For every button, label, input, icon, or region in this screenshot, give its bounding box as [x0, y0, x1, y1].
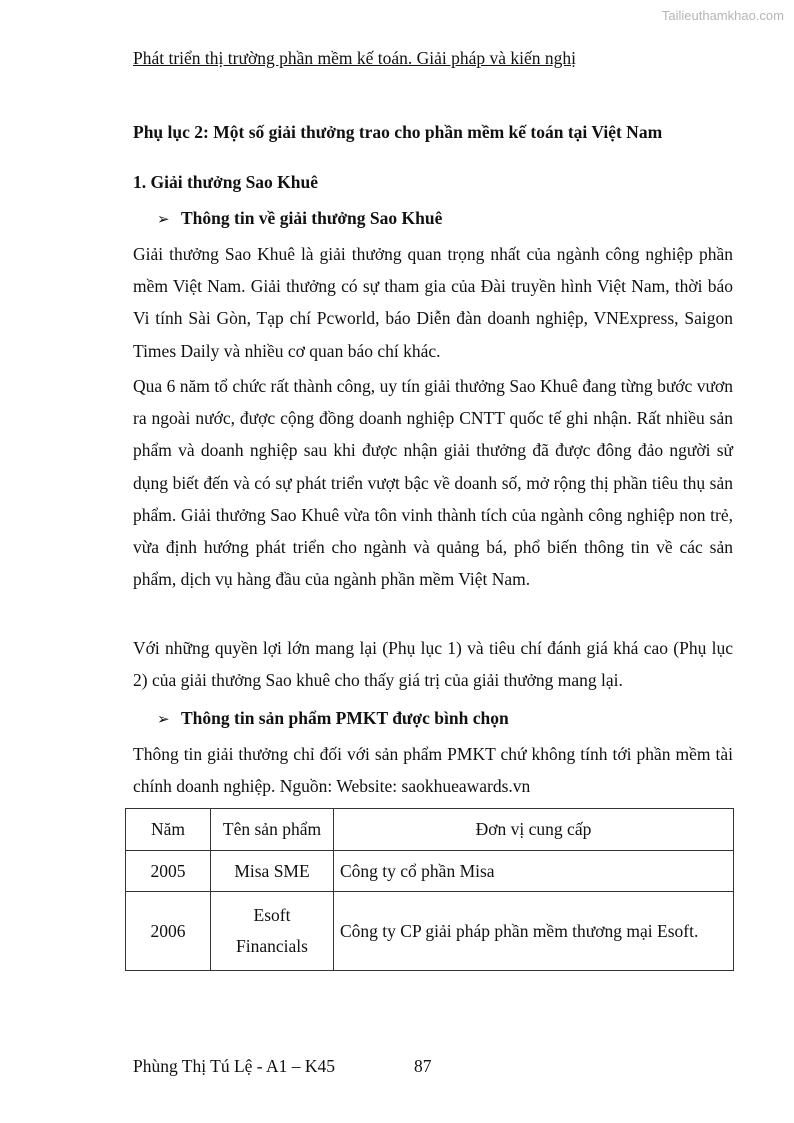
table-row: [126, 892, 734, 971]
paragraph-award-intro: Giải thưởng Sao Khuê là giải thưởng quan trọng nhất của ngành công nghiệp phần mềm Việt Nam. Giải thưởng có sự tham gia của Đài truyền hình Việt Nam, thời báo Vi tính Sài Gòn, Tạp chí Pcworld, báo Diễn đàn doanh nghiệp, VNExpress, Saigon Times Daily và nhiều cơ quan báo chí khác.: [133, 244, 733, 361]
bullet-heading-text: Thông tin về giải thưởng Sao Khuê: [181, 208, 443, 228]
cell-product: Esoft Financials: [211, 892, 334, 971]
bullet-heading-text: Thông tin sản phẩm PMKT được bình chọn: [181, 708, 509, 728]
arrow-bullet-icon: ➢: [157, 212, 170, 228]
cell-year: 2006: [126, 892, 211, 971]
page-number: 87: [414, 1056, 432, 1076]
column-header-year: Năm: [126, 809, 211, 851]
watermark: Tailieuthamkhao.com: [661, 8, 784, 23]
paragraph-award-history: Qua 6 năm tổ chức rất thành công, uy tín giải thưởng Sao Khuê đang từng bước vươn ra ngoài nước, được cộng đồng doanh nghiệp CNTT quốc tế ghi nhận. Rất nhiều sản phẩm và doanh nghiệp sau khi được nhận giải thưởng đã được đông đảo người sử dụng biết đến và có sự phát triển vượt bậc về doanh số, mở rộng thị phần tiêu thụ sản phẩm. Giải thưởng Sao Khuê vừa tôn vinh thành tích của ngành công nghiệp non trẻ, vừa định hướng phát triển cho ngành và quảng bá, phổ biến thông tin về các sản phẩm, dịch vụ hàng đầu của ngành phần mềm Việt Nam.: [133, 376, 733, 590]
cell-product: Misa SME: [211, 851, 334, 892]
footer-author: Phùng Thị Tú Lệ - A1 – K45: [133, 1056, 336, 1076]
cell-year: 2005: [126, 851, 211, 892]
bullet-heading-award-info: [157, 208, 442, 229]
cell-provider: Công ty CP giải pháp phần mềm thương mại Esoft.: [334, 892, 734, 971]
bullet-heading-products: [157, 708, 509, 729]
arrow-bullet-icon: ➢: [157, 712, 170, 728]
table-row: [126, 851, 734, 892]
awards-table: [125, 808, 734, 971]
paragraph-source-note: Thông tin giải thưởng chỉ đối với sản phẩm PMKT chứ không tính tới phần mềm tài chính doanh nghiệp. Nguồn: Website: saokhueawards.vn: [133, 744, 733, 797]
section-title: 1. Giải thưởng Sao Khuê: [133, 172, 319, 192]
table-header-row: [126, 809, 734, 851]
column-header-provider: Đơn vị cung cấp: [334, 809, 734, 851]
cell-provider: Công ty cổ phần Misa: [334, 851, 734, 892]
running-header: Phát triển thị trường phần mềm kế toán. Giải pháp và kiến nghị: [133, 48, 577, 68]
paragraph-award-value: Với những quyền lợi lớn mang lại (Phụ lục 1) và tiêu chí đánh giá khá cao (Phụ lục 2) của giải thưởng Sao khuê cho thấy giá trị của giải thưởng mang lại.: [133, 638, 733, 691]
appendix-title: Phụ lục 2: Một số giải thưởng trao cho phần mềm kế toán tại Việt Nam: [133, 122, 663, 142]
column-header-product: Tên sản phẩm: [211, 809, 334, 851]
